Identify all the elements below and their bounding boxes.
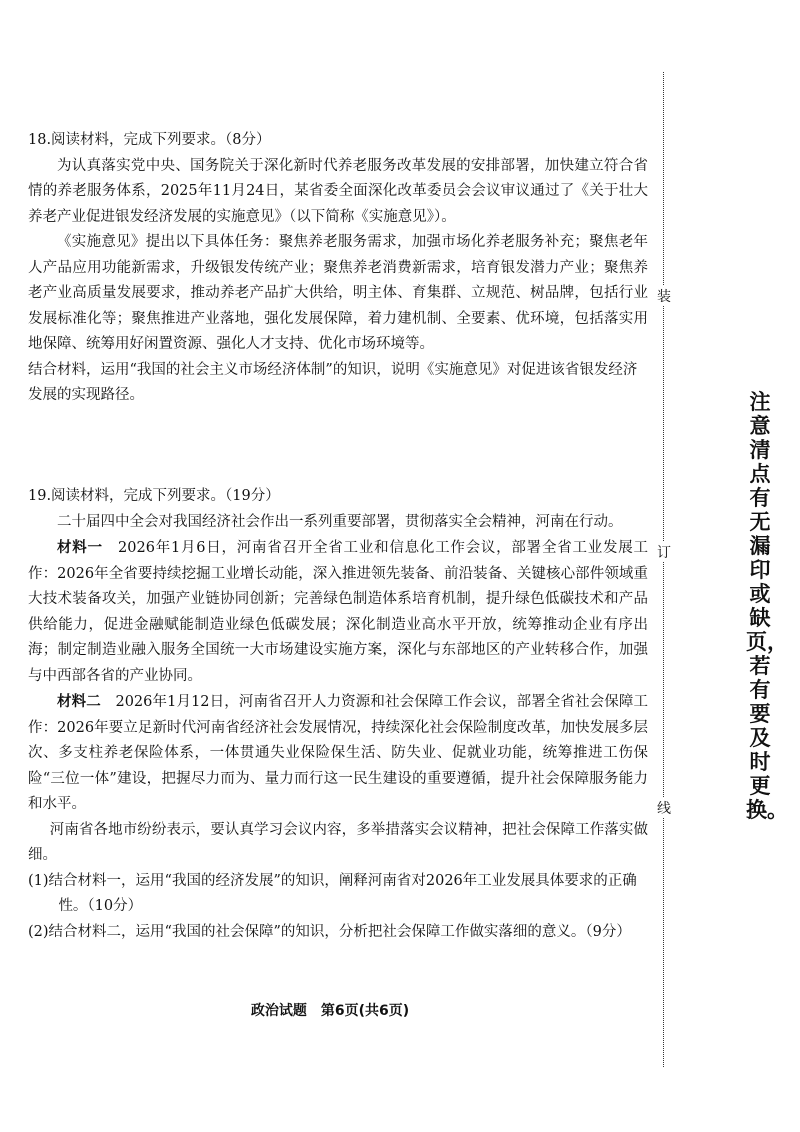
binding-mark-ding: 订 <box>656 542 672 562</box>
q18-material-para1: 为认真落实党中央、国务院关于深化新时代养老服务改革发展的安排部署，加快建立符合省情的养老服务体系，2025年11月24日，某省委全面深化改革委员会会议审议通过了《关于壮大养老产业促进银发经济发展的实施意见》（以下简称《实施意见》）。 <box>28 157 648 225</box>
q19-material-2 <box>28 689 648 818</box>
q18-question: 结合材料，运用“我国的社会主义市场经济体制”的知识，说明《实施意见》对促进该省银发经济发展的实现路径。 <box>28 361 638 403</box>
material-2-text: 2026年1月12日，河南省召开人力资源和社会保障工作会议，部署全省社会保障工作：2026年要立足新时代河南省经济社会发展情况，持续深化社会保险制度改革，加快发展多层次、多支柱养老保险体系，一体贯通失业保险保生活、防失业、促就业功能，统筹推进工伤保险“三位一体”建设，把握尽力而为、量力而行这一民生建设的重要遵循，提升社会保障服务能力和水平。 <box>28 694 649 812</box>
q19-material-1 <box>28 535 648 689</box>
question-18 <box>28 128 648 409</box>
q19-subquestion-2: (2)结合材料二，运用“我国的社会保障”的知识，分析把社会保障工作做实落细的意义。（9分） <box>28 923 631 940</box>
material-2-label: 材料二 <box>57 693 101 710</box>
binding-mark-xian: 线 <box>656 798 672 818</box>
print-check-notice: 注意清点有无漏印或缺页，若有要及时更换。 <box>746 390 788 822</box>
binding-mark-zhuang: 装 <box>656 286 672 306</box>
page-footer: 政治试题 第6页(共6页) <box>250 1003 410 1019</box>
q18-heading: 18.阅读材料，完成下列要求。（8分） <box>28 132 271 148</box>
q19-intro: 二十届四中全会对我国经济社会作出一系列重要部署，贯彻落实全会精神，河南在行动。 <box>57 513 623 530</box>
material-1-label: 材料一 <box>57 539 103 556</box>
q19-closing: 河南省各地市纷纷表示，要认真学习会议内容，多举措落实会议精神，把社会保障工作落实做细。 <box>28 821 648 863</box>
q19-heading: 19.阅读材料，完成下列要求。（19分） <box>28 488 280 504</box>
question-19 <box>28 484 648 945</box>
material-1-text: 2026年1月6日，河南省召开全省工业和信息化工作会议，部署全省工业发展工作：2026年全省要持续挖掘工业增长动能，深入推进领先装备、前沿装备、关键核心部件领域重大技术装备攻关，加强产业链协同创新；完善绿色制造体系培育机制，提升绿色低碳技术和产品供给能力，促进金融赋能制造业绿色低碳发展；深化制造业高水平开放，统筹推动企业有序出海；制定制造业融入服务全国统一大市场建设实施方案，深化与东部地区的产业转移合作，加强与中西部各省的产业协同。 <box>28 540 649 684</box>
q19-subquestion-1: (1)结合材料一，运用“我国的经济发展”的知识，阐释河南省对2026年工业发展具体要求的正确性。（10分） <box>28 872 637 914</box>
q18-material-para2: 《实施意见》提出以下具体任务：聚焦养老服务需求，加强市场化养老服务补充；聚焦老年人产品应用功能新需求，升级银发传统产业；聚焦养老消费新需求，培育银发潜力产业；聚焦养老产业高质量发展要求，推动养老产品扩大供给，明主体、育集群、立规范、树品牌，包括行业发展标准化等；聚焦推进产业落地，强化发展保障，着力建机制、全要素、优环境，包括落实用地保障、统筹用好闲置资源、强化人才支持、优化市场环境等。 <box>28 234 648 352</box>
binding-line <box>663 72 664 1067</box>
